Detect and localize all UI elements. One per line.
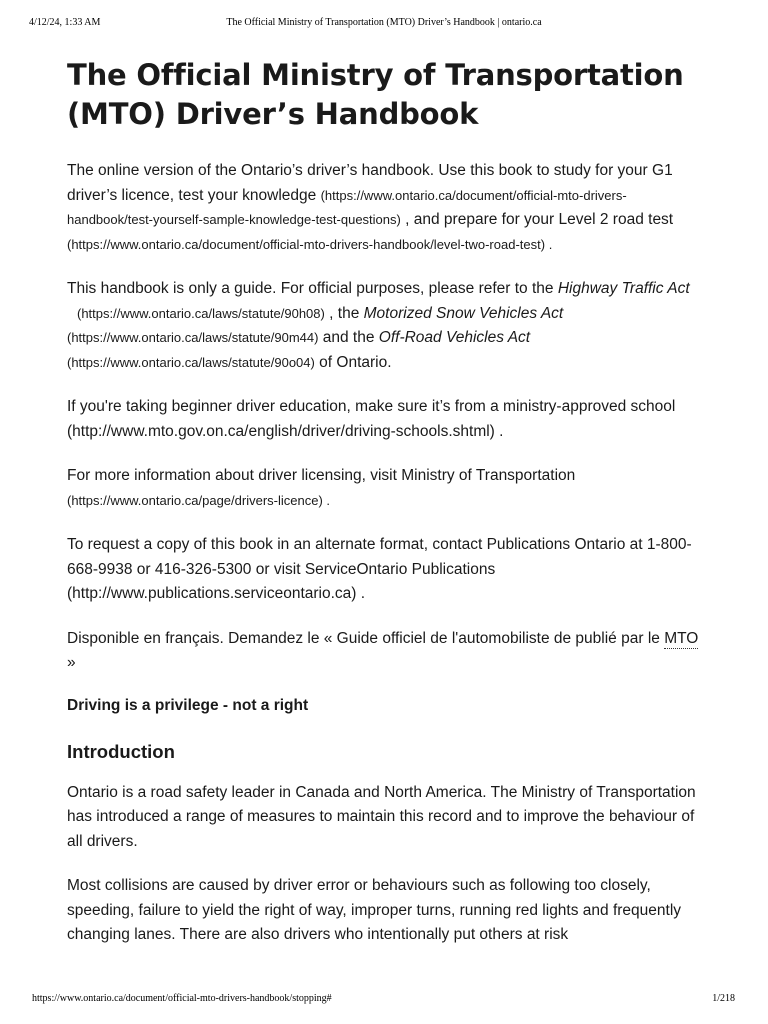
licensing-info-text-2: . <box>322 492 331 508</box>
off-road-vehicles-act-link[interactable]: (https://www.ontario.ca/laws/statute/90o04) <box>67 354 315 370</box>
introduction-paragraph-2: Most collisions are caused by driver error or behaviours such as following too closely, speeding, failure to yield the right of way, improper turns, running red lights and frequently changing lanes. There are also drivers who intentionally put others at risk <box>67 877 682 943</box>
licensing-info-paragraph <box>67 464 707 513</box>
print-date: 4/12/24, 1:33 AM <box>29 17 101 28</box>
guide-text-4: of Ontario. <box>314 353 392 371</box>
intro-text-2: , and prepare for your Level 2 road test <box>400 211 674 228</box>
test-knowledge-link[interactable]: (https://www.ontario.ca/document/official-mto-drivers-handbook/test-yourself-sample-knowledge-test-questions) <box>67 187 627 227</box>
print-url: https://www.ontario.ca/document/official-mto-drivers-handbook/stopping# <box>32 993 332 1004</box>
off-road-vehicles-act-title: Off-Road Vehicles Act <box>378 329 531 346</box>
french-paragraph <box>67 627 707 676</box>
print-document-title: The Official Ministry of Transportation (MTO) Driver’s Handbook | ontario.ca <box>226 17 542 28</box>
guide-paragraph <box>67 277 707 375</box>
main-content <box>67 56 707 948</box>
highway-traffic-act-link[interactable]: (https://www.ontario.ca/laws/statute/90h08) <box>77 305 325 321</box>
highway-traffic-act-title: Highway Traffic Act <box>557 280 690 297</box>
guide-text-1: This handbook is only a guide. For official purposes, please refer to the <box>67 280 558 297</box>
privilege-statement: Driving is a privilege - not a right <box>67 696 309 714</box>
snow-vehicles-act-title: Motorized Snow Vehicles Act <box>363 304 564 322</box>
intro-text-1: The online version of the Ontario’s driver’s handbook. Use this book to study for your G1 driver’s licence, test your knowledge <box>67 162 673 204</box>
introduction-paragraph-1: Ontario is a road safety leader in Canada and North America. The Ministry of Transportation has introduced a range of measures to maintain this record and to improve the behaviour of all drivers. <box>67 783 696 850</box>
guide-text-3: and the <box>318 329 379 346</box>
guide-text-2: , the <box>324 304 364 322</box>
print-footer <box>0 993 768 1007</box>
snow-vehicles-act-link[interactable]: (https://www.ontario.ca/laws/statute/90m44) <box>67 330 319 345</box>
french-text: Disponible en français. Demandez le « Guide officiel de l'automobiliste de publié par le <box>67 629 665 647</box>
beginner-education-paragraph: If you're taking beginner driver education, make sure it’s from a ministry-approved school (http://www.mto.gov.on.ca/english/driver/driving-schools.shtml) . <box>67 398 676 440</box>
page-number: 1/218 <box>712 993 735 1004</box>
french-text-2: » <box>67 654 76 671</box>
page-title: The Official Ministry of Transportation (MTO) Driver’s Handbook <box>67 58 684 131</box>
alternate-format-paragraph: To request a copy of this book in an alternate format, contact Publications Ontario at 1-800-668-9938 or 416-326-5300 or visit ServiceOntario Publications (http://www.publications.serviceontario.ca) . <box>67 536 692 602</box>
mto-guide-link[interactable]: MTO <box>664 629 699 647</box>
drivers-licence-link[interactable]: (https://www.ontario.ca/page/drivers-licence) <box>67 492 323 508</box>
print-header <box>0 17 768 31</box>
road-test-link[interactable]: (https://www.ontario.ca/document/official-mto-drivers-handbook/level-two-road-test) <box>67 236 546 252</box>
licensing-info-text: For more information about driver licensing, visit Ministry of Transportation <box>67 467 576 484</box>
intro-paragraph <box>67 159 707 257</box>
introduction-heading: Introduction <box>67 740 175 762</box>
intro-text-3: . <box>545 236 553 252</box>
